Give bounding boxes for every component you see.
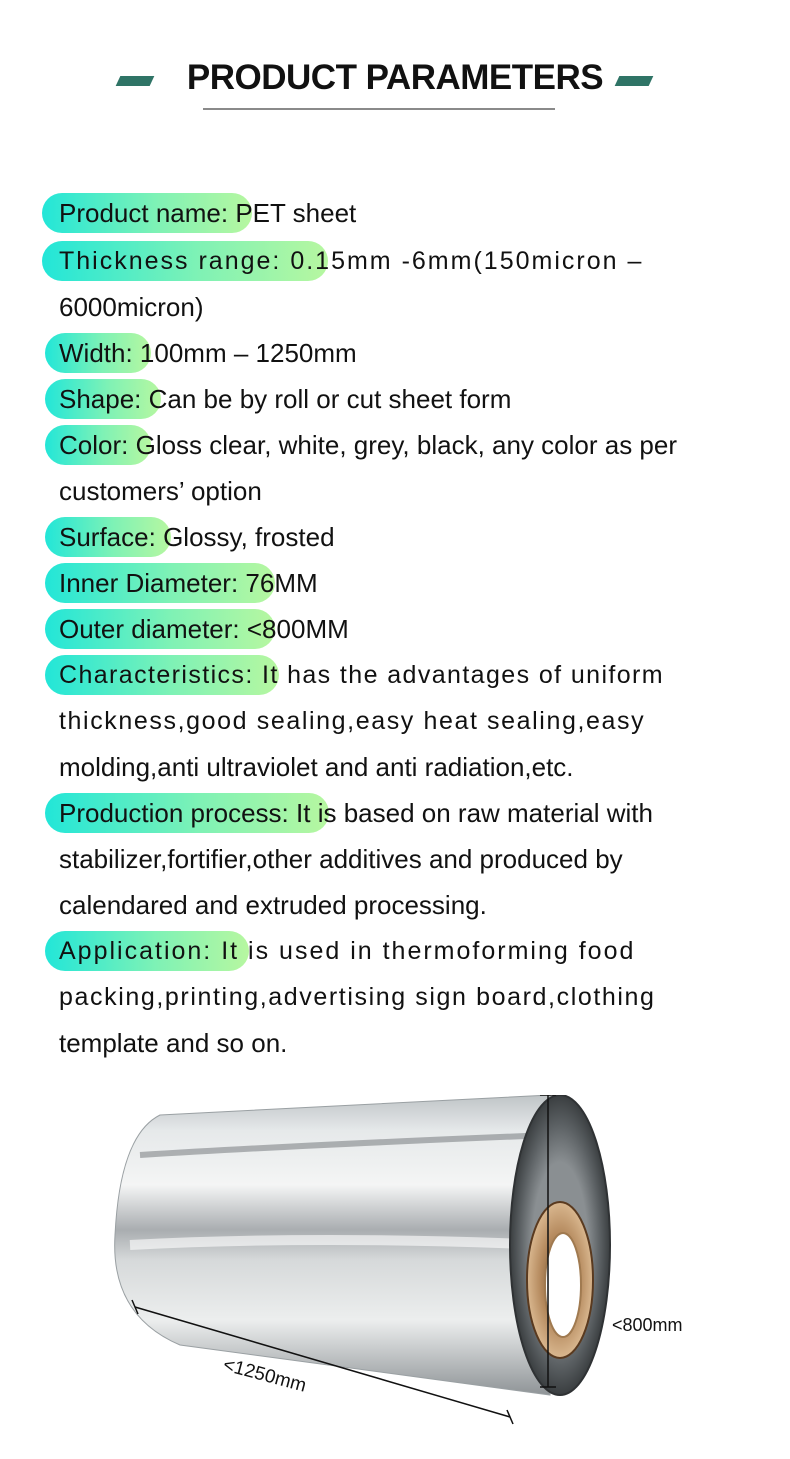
title-underline — [203, 108, 555, 110]
param-continuation: thickness,good sealing,easy heat sealing,easy — [59, 707, 646, 735]
param-continuation: 6000micron) — [59, 292, 204, 322]
param-label: Color: — [59, 430, 129, 460]
pet-roll-image — [100, 1095, 740, 1430]
param-value: 0.15mm -6mm(150micron – — [290, 247, 644, 275]
param-label: Product name: — [59, 198, 229, 228]
param-value: <800MM — [246, 614, 349, 644]
param-value: PET sheet — [235, 198, 357, 228]
param-row-color — [59, 422, 749, 468]
param-continuation: customers’ option — [59, 476, 262, 506]
param-row-outer-diameter — [59, 606, 749, 652]
param-continuation: molding,anti ultraviolet and anti radiation,etc. — [59, 752, 574, 782]
param-value: It is used in thermoforming food — [221, 937, 636, 965]
param-label: Shape: — [59, 384, 142, 414]
param-row-characteristics — [59, 652, 749, 698]
param-label: Outer diameter: — [59, 614, 240, 644]
param-row-product-name — [59, 190, 749, 236]
param-row-surface — [59, 514, 749, 560]
param-label: Thickness range: — [59, 247, 282, 275]
param-continuation: template and so on. — [59, 1028, 288, 1058]
pet-roll-illustration — [100, 1095, 740, 1430]
param-label: Inner Diameter: — [59, 568, 239, 598]
param-value: 100mm – 1250mm — [139, 338, 357, 368]
param-continuation: calendared and extruded processing. — [59, 890, 487, 920]
param-row-inner-diameter — [59, 560, 749, 606]
param-continuation: packing,printing,advertising sign board,clothing — [59, 983, 656, 1011]
param-value: Gloss clear, white, grey, black, any color as per — [135, 430, 678, 460]
param-row-shape — [59, 376, 749, 422]
page-title: PRODUCT PARAMETERS — [186, 58, 604, 97]
param-row-production-process — [59, 790, 749, 836]
param-label: Application: — [59, 937, 213, 965]
param-label: Production process: — [59, 798, 289, 828]
param-label: Surface: — [59, 522, 156, 552]
param-row-thickness — [59, 238, 749, 284]
param-label: Characteristics: — [59, 661, 254, 689]
param-value: It is based on raw material with — [296, 798, 653, 828]
length-label: <1250mm — [220, 1354, 309, 1397]
param-value: Can be by roll or cut sheet form — [148, 384, 512, 414]
param-value: 76MM — [245, 568, 318, 598]
param-row-application — [59, 928, 749, 974]
param-row-width — [59, 330, 749, 376]
section-header — [0, 0, 790, 130]
right-dash-decoration — [615, 76, 654, 86]
diameter-label: <800mm — [612, 1315, 683, 1335]
param-continuation: stabilizer,fortifier,other additives and produced by — [59, 844, 623, 874]
param-label: Width: — [59, 338, 133, 368]
param-value: It has the advantages of uniform — [262, 661, 664, 689]
param-value: Glossy, frosted — [163, 522, 335, 552]
